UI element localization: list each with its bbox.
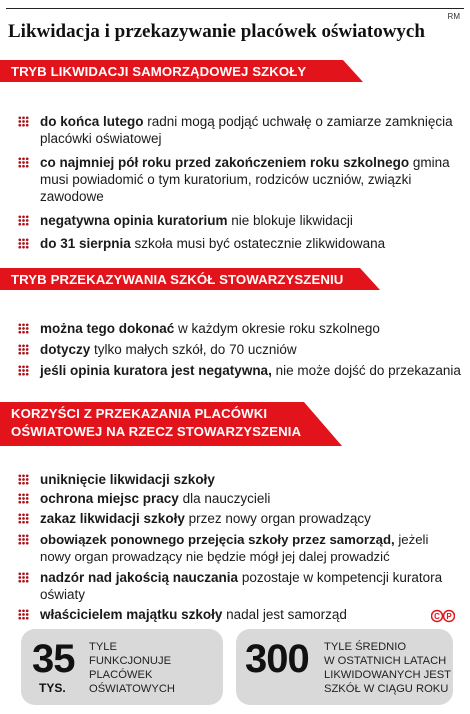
stat-card-institutions	[21, 629, 223, 705]
section-heading-text: TRYB PRZEKAZYWANIA SZKÓŁ STOWARZYSZENIU	[11, 271, 344, 287]
item-bold: można tego dokonać	[40, 321, 175, 336]
section-heading-text	[11, 405, 301, 441]
bullet-dots-icon	[18, 157, 29, 168]
stat-line: TYLE	[89, 641, 117, 653]
list-item	[18, 606, 426, 623]
item-bold: do 31 sierpnia	[40, 236, 131, 251]
bullet-dots-icon	[18, 474, 29, 485]
stat-card-liquidations	[236, 629, 453, 705]
list-item	[18, 569, 462, 603]
item-bold: co najmniej pół roku przed zakończeniem roku szkolnego	[40, 155, 410, 170]
bullet-dots-icon	[18, 116, 29, 127]
bullet-dots-icon	[18, 344, 29, 355]
section-heading-benefits	[0, 402, 342, 446]
list-item	[18, 154, 462, 205]
item-bold: zakaz likwidacji szkoły	[40, 511, 185, 526]
svg-text:P: P	[446, 612, 452, 621]
item-bold: ochrona miejsc pracy	[40, 491, 179, 506]
item-bold: jeśli opinia kuratora jest negatywna,	[40, 363, 272, 378]
item-text: tylko małych szkół, do 70 uczniów	[90, 342, 297, 357]
list-item	[18, 490, 462, 507]
bullet-dots-icon	[18, 365, 29, 376]
stat-line: FUNKCJONUJE	[89, 655, 172, 667]
stat-description	[324, 640, 451, 696]
item-text: nadal jest samorząd	[222, 607, 347, 622]
stat-number: 35	[32, 637, 75, 681]
stat-line: PLACÓWEK	[89, 669, 153, 681]
item-text: nie może dojść do przekazania	[271, 363, 461, 378]
stat-number: 300	[245, 637, 309, 681]
bullet-dots-icon	[18, 238, 29, 249]
credit-label: RM	[447, 12, 460, 21]
item-bold: nadzór nad jakością nauczania	[40, 570, 239, 585]
page-title: Likwidacja i przekazywanie placówek oświatowych	[8, 21, 425, 42]
list-item	[18, 341, 462, 358]
item-text: dla nauczycieli	[178, 491, 271, 506]
bullet-dots-icon	[18, 215, 29, 226]
list-item	[18, 235, 462, 252]
section-heading-liquidation	[0, 60, 363, 82]
stat-unit: TYS.	[39, 681, 66, 695]
item-text: jeżeli nowy organ prowadzący nie będzie mógł jej dalej prowadzić	[40, 532, 429, 564]
item-text: radni mogą podjąć uchwałę o zamiarze zamknięcia placówki oświatowej	[40, 114, 453, 146]
top-rule	[6, 8, 464, 9]
stat-line: SZKÓŁ W CIĄGU ROKU	[324, 683, 449, 695]
stat-line: TYLE ŚREDNIO	[324, 641, 407, 653]
item-text: nie blokuje likwidacji	[227, 213, 353, 228]
bullet-dots-icon	[18, 609, 29, 620]
bullet-dots-icon	[18, 534, 29, 545]
stat-description	[89, 640, 175, 696]
list-item	[18, 320, 462, 337]
svg-text:C: C	[434, 612, 440, 621]
list-item	[18, 531, 462, 565]
list-item	[18, 212, 462, 229]
list-item	[18, 113, 462, 147]
stat-line: W OSTATNICH LATACH	[324, 655, 447, 667]
item-bold: dotyczy	[40, 342, 91, 357]
bullet-dots-icon	[18, 572, 29, 583]
item-bold: do końca lutego	[40, 114, 144, 129]
item-text: gmina musi powiadomić o tym kuratorium, rodziców uczniów, związki zawodowe	[40, 155, 450, 204]
stat-line: OŚWIATOWYCH	[89, 683, 175, 695]
item-text: przez nowy organ prowadzący	[184, 511, 371, 526]
item-bold: negatywna opinia kuratorium	[40, 213, 228, 228]
bullet-dots-icon	[18, 323, 29, 334]
item-text: w każdym okresie roku szkolnego	[174, 321, 380, 336]
stat-line: LIKWIDOWANYCH JEST	[324, 669, 452, 681]
list-item	[18, 362, 462, 379]
bullet-dots-icon	[18, 513, 29, 524]
bullet-dots-icon	[18, 493, 29, 504]
heading-line: KORZYŚCI Z PRZEKAZANIA PLACÓWKI	[11, 406, 268, 421]
item-bold: obowiązek ponownego przejęcia szkoły przez samorząd,	[40, 532, 395, 547]
list-item	[18, 510, 462, 527]
section-heading-transfer	[0, 268, 380, 290]
section-heading-text: TRYB LIKWIDACJI SAMORZĄDOWEJ SZKOŁY	[11, 63, 307, 79]
item-bold: właścicielem majątku szkoły	[40, 607, 223, 622]
copyright-logo-icon	[431, 609, 455, 623]
item-text: szkoła musi być ostatecznie zlikwidowana	[130, 236, 386, 251]
heading-line: OŚWIATOWEJ NA RZECZ STOWARZYSZENIA	[11, 424, 302, 439]
item-bold: uniknięcie likwidacji szkoły	[40, 472, 215, 487]
item-text: pozostaje w kompetencji kuratora oświaty	[40, 570, 443, 602]
list-item	[18, 471, 462, 488]
